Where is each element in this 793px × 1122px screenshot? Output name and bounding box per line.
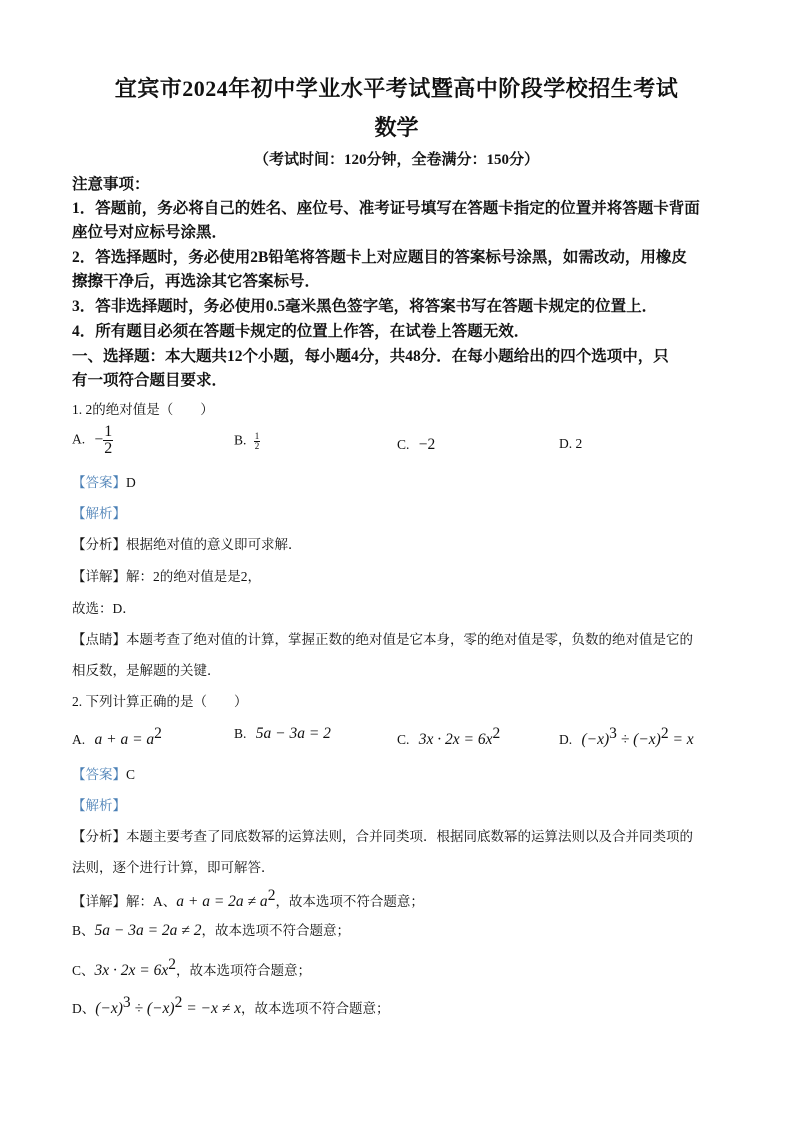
q1-option-b-fraction: $\frac{1}{2}$ xyxy=(254,431,260,451)
q2-xiangjie-c: C、$3x \cdot 2x = 6x^2$，故本选项符合题意； xyxy=(72,956,311,979)
q1-option-c xyxy=(397,436,435,454)
q1-option-a-fraction: $\frac{1}{2}$ xyxy=(104,423,113,457)
q1-option-c-value: −2 xyxy=(418,436,436,453)
note-item-1: 1．答题前，务必将自己的姓名、座位号、准考证号填写在答题卡指定的位置并将答题卡背面 xyxy=(72,200,700,217)
q1-guxuan: 故选：D． xyxy=(72,601,136,616)
time-info: （考试时间：120分钟，全卷满分：150分） xyxy=(253,152,539,168)
answer-label: 【答案】 xyxy=(72,475,126,490)
exam-title: 宜宾市2024年初中学业水平考试暨高中阶段学校招生考试 xyxy=(114,76,679,101)
notes-heading: 注意事项： xyxy=(72,176,150,193)
q2-xiangjie-d: D、$(-x)^3 \div (-x)^2 = -x \ne x$，故本选项不符合题意； xyxy=(72,994,390,1017)
q1-xiangjie: 【详解】解：2的绝对值是是2， xyxy=(72,569,261,584)
q2-stem: 2. 下列计算正确的是（ ） xyxy=(72,694,248,709)
q2-answer xyxy=(72,763,135,783)
q2-option-b: B. 5a − 3a = 2 xyxy=(234,725,331,742)
answer-value: C xyxy=(126,767,136,782)
answer-value: D xyxy=(126,475,136,490)
note-item-3: 3．答非选择题时，务必使用0.5毫米黑色签字笔，将答案书写在答题卡规定的位置上． xyxy=(72,298,658,315)
q1-analysis-label: 【解析】 xyxy=(72,506,126,521)
q2-option-a: A. $a + a = a^2$ xyxy=(72,725,162,748)
answer-label: 【答案】 xyxy=(72,767,126,782)
note-item-2: 2．答选择题时，务必使用2B铅笔将答题卡上对应题目的答案标号涂黑，如需改动，用橡皮 xyxy=(72,249,687,266)
q2-option-c: C. $3x \cdot 2x = 6x^2$ xyxy=(397,725,501,748)
q2-xiangjie-a: 【详解】解：A、$a + a = 2a \ne a^2$，故本选项不符合题意； xyxy=(72,887,424,910)
q1-option-c-label: C. xyxy=(397,437,410,452)
q1-option-b xyxy=(234,432,260,451)
q1-option-d: D. 2 xyxy=(559,436,583,451)
q1-dianjing-line2: 相反数，是解题的关键． xyxy=(72,663,221,678)
note-item-4: 4．所有题目必须在答题卡规定的位置上作答，在试卷上答题无效． xyxy=(72,323,530,340)
q1-stem: 1. 2的绝对值是（ ） xyxy=(72,402,214,417)
note-item-2-cont: 擦擦干净后，再选涂其它答案标号． xyxy=(72,273,321,290)
q1-option-b-label: B. xyxy=(234,432,247,448)
q1-option-a xyxy=(72,424,113,457)
subject-title: 数学 xyxy=(374,115,419,140)
q1-option-a-label: A. xyxy=(72,431,86,447)
note-item-1-cont: 座位号对应标号涂黑． xyxy=(72,224,228,241)
q2-option-d: D. $(-x)^3 \div (-x)^2 = x$ xyxy=(559,725,694,748)
q1-answer xyxy=(72,471,136,491)
q2-fenxi-line2: 法则，逐个进行计算，即可解答． xyxy=(72,860,275,875)
q1-dianjing-line1: 【点睛】本题考查了绝对值的计算，掌握正数的绝对值是它本身，零的绝对值是零，负数的绝对值是它的 xyxy=(72,632,693,647)
q2-xiangjie-b: B、5a − 3a = 2a ≠ 2，故本选项不符合题意； xyxy=(72,922,350,939)
q2-analysis-label: 【解析】 xyxy=(72,798,126,813)
section-heading-line1: 一、选择题：本大题共12个小题，每小题4分，共48分．在每小题给出的四个选项中，只 xyxy=(72,348,669,365)
q1-option-a-sign: − xyxy=(94,430,104,448)
q2-fenxi-line1: 【分析】本题主要考查了同底数幂的运算法则，合并同类项．根据同底数幂的运算法则以及合并同类项的 xyxy=(72,829,693,844)
q1-fenxi: 【分析】根据绝对值的意义即可求解． xyxy=(72,537,302,552)
section-heading-line2: 有一项符合题目要求． xyxy=(72,372,228,389)
